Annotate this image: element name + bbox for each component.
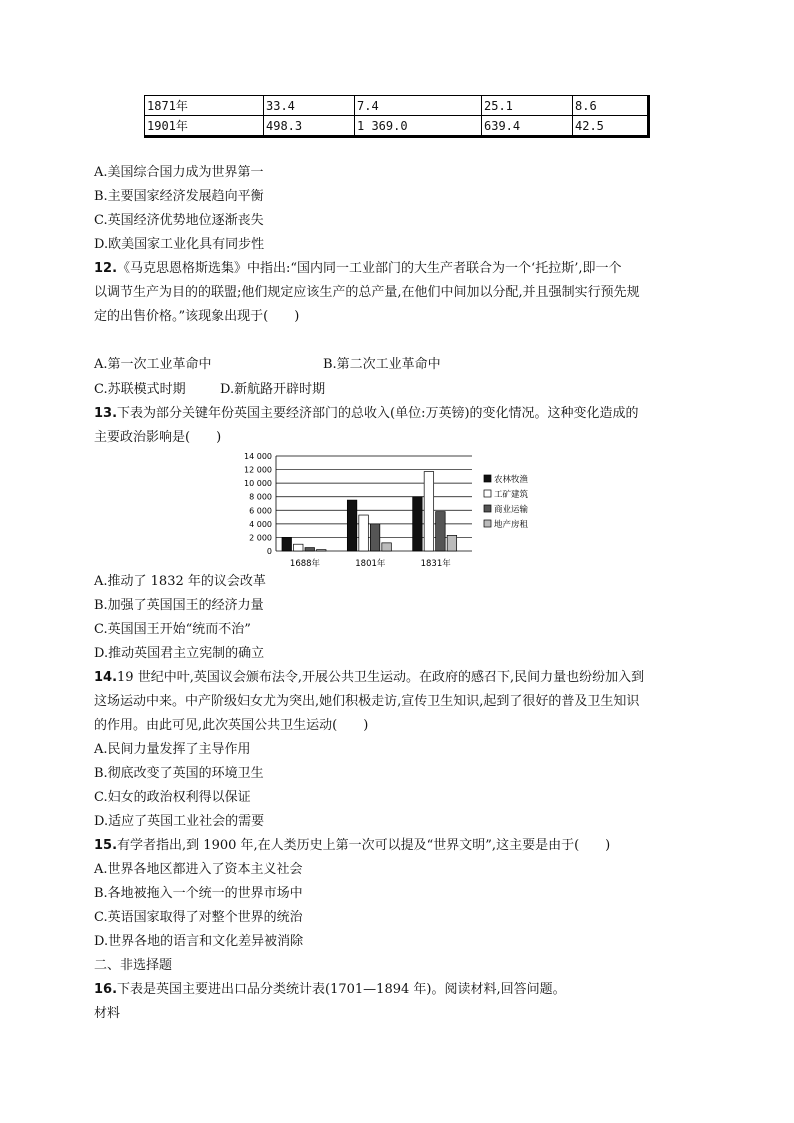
q12-option-c: C.苏联模式时期	[94, 382, 186, 397]
y-tick-label: 10 000	[244, 479, 272, 489]
q12-option-a: A.第一次工业革命中	[94, 357, 212, 372]
bar	[347, 500, 357, 551]
q13-option-b: B.加强了英国国王的经济力量	[94, 598, 264, 613]
x-tick-label: 1688年	[289, 559, 321, 569]
table-cell: 1871年	[145, 96, 264, 116]
q13-option-d: D.推动英国君主立宪制的确立	[94, 646, 265, 661]
q14-option-d: D.适应了英国工业社会的需要	[94, 814, 265, 829]
table-row	[145, 96, 649, 116]
q12-option-d: D.新航路开辟时期	[220, 382, 326, 397]
q15-option-c: C.英语国家取得了对整个世界的统治	[94, 910, 303, 925]
q14-option-c: C.妇女的政治权利得以保证	[94, 790, 251, 805]
q14-stem-line-3: 的作用。由此可见,此次英国公共卫生运动( )	[94, 718, 369, 733]
y-tick-label: 12 000	[244, 465, 272, 475]
legend-label: 工矿建筑	[494, 490, 529, 500]
bar	[424, 472, 434, 551]
q11-option-b: B.主要国家经济发展趋向平衡	[94, 189, 264, 204]
q13-number: 13.	[94, 406, 118, 421]
table-cell: 33.4	[264, 96, 355, 116]
bar	[317, 550, 327, 551]
y-tick-label: 8 000	[249, 492, 272, 502]
q16-text: 下表是英国主要进出口品分类统计表(1701—1894 年)。阅读材料,回答问题。	[117, 982, 566, 997]
y-tick-label: 6 000	[249, 506, 272, 516]
material-label: 材料	[94, 1006, 121, 1021]
table-cell: 8.6	[573, 96, 649, 116]
q11-option-d: D.欧美国家工业化具有同步性	[94, 237, 265, 252]
legend-swatch	[484, 505, 491, 512]
q13-stem-line-2: 主要政治影响是( )	[94, 430, 222, 445]
table-cell: 25.1	[482, 96, 573, 116]
bar	[447, 535, 457, 551]
q14-option-a: A.民间力量发挥了主导作用	[94, 742, 251, 757]
q14-stem-line-1	[94, 669, 644, 687]
legend-swatch	[484, 490, 491, 497]
legend-label: 地产房租	[494, 520, 529, 530]
q13-stem-line-1	[94, 405, 639, 423]
bar	[305, 548, 315, 551]
q15-stem	[94, 837, 610, 855]
table-row	[145, 116, 649, 137]
income-bar-chart	[232, 448, 572, 570]
q13-text: 下表为部分关键年份英国主要经济部门的总收入(单位:万英镑)的变化情况。这种变化造成的	[117, 406, 639, 421]
legend-label: 农林牧渔	[494, 475, 529, 485]
table-cell: 1 369.0	[355, 116, 482, 137]
q14-text: 19 世纪中叶,英国议会颁布法令,开展公共卫生运动。在政府的感召下,民间力量也纷纷加入到	[117, 670, 645, 685]
bar	[370, 524, 380, 551]
x-tick-label: 1801年	[355, 559, 386, 569]
q11-option-c: C.英国经济优势地位逐渐丧失	[94, 213, 264, 228]
q14-stem-line-2: 这场运动中来。中产阶级妇女尤为突出,她们积极走访,宣传卫生知识,起到了很好的普及卫生知识	[94, 694, 640, 709]
q12-number: 12.	[94, 261, 118, 276]
q12-stem-line-1	[94, 260, 621, 278]
q15-text: 有学者指出,到 1900 年,在人类历史上第一次可以提及“世界文明”,这主要是由于( )	[117, 838, 611, 853]
q16-number: 16.	[94, 982, 118, 997]
q15-option-a: A.世界各地区都进入了资本主义社会	[94, 862, 303, 877]
y-tick-label: 0	[266, 547, 272, 556]
legend-swatch	[484, 520, 491, 527]
q12-stem-line-3: 定的出售价格。”该现象出现于( )	[94, 309, 300, 324]
q12-option-b: B.第二次工业革命中	[323, 357, 441, 372]
q15-option-b: B.各地被拖入一个统一的世界市场中	[94, 886, 303, 901]
y-tick-label: 4 000	[249, 519, 272, 529]
q15-option-d: D.世界各地的语言和文化差异被消除	[94, 934, 304, 949]
legend-label: 商业运输	[494, 505, 529, 515]
bar	[436, 512, 446, 551]
bar	[359, 515, 369, 551]
y-tick-label: 14 000	[244, 452, 272, 461]
bar	[294, 544, 304, 551]
q13-option-c: C.英国国王开始“统而不治”	[94, 622, 251, 637]
x-tick-label: 1831年	[420, 559, 451, 569]
table-cell: 7.4	[355, 96, 482, 116]
table-cell: 42.5	[573, 116, 649, 137]
section-heading: 二、非选择题	[94, 958, 173, 973]
q14-number: 14.	[94, 670, 118, 685]
bar	[413, 497, 423, 551]
q13-option-a: A.推动了 1832 年的议会改革	[94, 574, 266, 589]
q12-stem-line-2: 以调节生产为目的的联盟;他们规定应该生产的总产量,在他们中间加以分配,并且强制实行预先规	[94, 285, 640, 300]
q15-number: 15.	[94, 838, 118, 853]
q14-option-b: B.彻底改变了英国的环境卫生	[94, 766, 264, 781]
table-cell: 498.3	[264, 116, 355, 137]
bar	[282, 537, 292, 551]
q11-option-a: A.美国综合国力成为世界第一	[94, 165, 264, 180]
y-tick-label: 2 000	[249, 533, 272, 543]
table-cell: 639.4	[482, 116, 573, 137]
q16-stem	[94, 981, 566, 999]
table-cell: 1901年	[145, 116, 264, 137]
legend-swatch	[484, 475, 491, 482]
bar	[382, 543, 392, 551]
q12-text: 《马克思恩格斯选集》中指出:“国内同一工业部门的大生产者联合为一个‘托拉斯’,即一个	[117, 261, 622, 276]
data-table	[144, 95, 650, 138]
